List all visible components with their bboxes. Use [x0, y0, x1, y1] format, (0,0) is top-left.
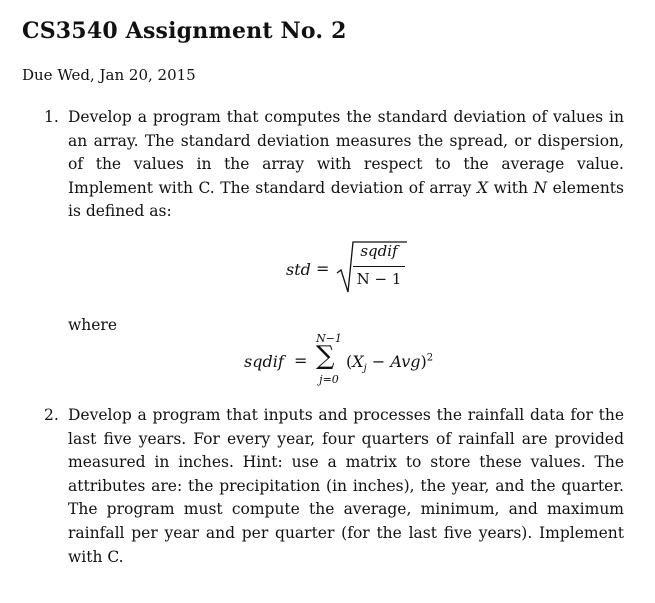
- summand-term: $(X_j - Avg)^2$: [346, 352, 434, 375]
- list-item-2: [44, 404, 624, 569]
- std-symbol: std: [286, 260, 311, 279]
- where-label: where: [68, 316, 118, 334]
- sum-upper-limit: N−1: [316, 332, 342, 345]
- equals-sign: =: [294, 351, 308, 370]
- assignment-title: CS3540 Assignment No. 2: [22, 18, 347, 44]
- fraction-bar: [353, 266, 405, 267]
- item-text: Develop a program that inputs and processes the rainfall data for the last five years. For every year, four quarters of rainfall are provided measured in inches. Hint: use a matrix to store these values. The attributes are: the precipitation (in inches), the year, and the quarter. The program must compute the average, minimum, and maximum rainfall per year and per quarter (for the last five years). Implement with C.: [68, 406, 624, 566]
- item-number: 2.: [44, 406, 59, 424]
- due-date: Due Wed, Jan 20, 2015: [22, 66, 196, 84]
- list-item-1: [44, 106, 624, 224]
- std-equation: [0, 240, 655, 296]
- fraction-numerator: sqdif: [360, 242, 398, 260]
- sqdif-symbol: sqdif: [244, 352, 284, 371]
- fraction-denominator: N − 1: [356, 270, 402, 288]
- item-number: 1.: [44, 108, 59, 126]
- sum-lower-limit: j=0: [319, 373, 339, 386]
- summation-icon: ∑: [316, 341, 335, 371]
- item-text: Develop a program that computes the standard deviation of values in an array. The standard deviation measures the spread, or dispersion, of the values in the array with respect to the average value. Implement with C. The standard deviation of array X with N elements is defined as:: [68, 108, 624, 221]
- sqdif-equation: [0, 330, 655, 390]
- equals-sign: =: [316, 259, 330, 278]
